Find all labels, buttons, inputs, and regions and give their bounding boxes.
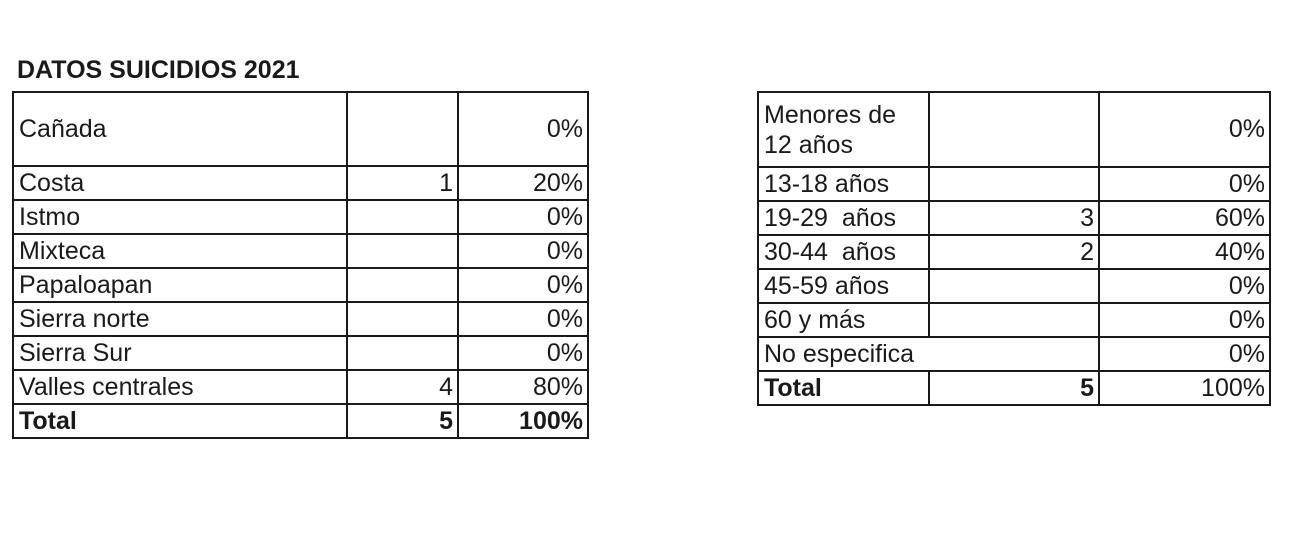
table-row	[758, 167, 1270, 201]
region-count	[347, 336, 458, 370]
region-count	[347, 268, 458, 302]
age-label: 30-44 años	[758, 235, 929, 269]
age-percent: 0%	[1099, 167, 1270, 201]
age-percent: 60%	[1099, 201, 1270, 235]
age-label: Menores de 12 años	[758, 92, 929, 167]
table-row	[13, 268, 588, 302]
region-label: Cañada	[13, 92, 347, 166]
age-percent: 0%	[1099, 92, 1270, 167]
table-row	[13, 200, 588, 234]
region-label: Mixteca	[13, 234, 347, 268]
total-label: Total	[758, 371, 929, 405]
total-row	[13, 404, 588, 438]
table-row	[758, 337, 1270, 371]
table-row	[758, 235, 1270, 269]
region-table	[12, 91, 589, 439]
region-percent: 0%	[458, 302, 588, 336]
region-label: Sierra Sur	[13, 336, 347, 370]
table-row	[13, 302, 588, 336]
age-label: 13-18 años	[758, 167, 929, 201]
age-label: 19-29 años	[758, 201, 929, 235]
total-percent: 100%	[458, 404, 588, 438]
table-row	[758, 201, 1270, 235]
table-row	[13, 92, 588, 166]
total-count: 5	[347, 404, 458, 438]
region-percent: 0%	[458, 200, 588, 234]
age-percent: 40%	[1099, 235, 1270, 269]
region-percent: 0%	[458, 234, 588, 268]
total-percent: 100%	[1099, 371, 1270, 405]
age-count	[929, 303, 1099, 337]
age-count	[929, 92, 1099, 167]
table-row	[13, 370, 588, 404]
region-count: 1	[347, 166, 458, 200]
region-percent: 20%	[458, 166, 588, 200]
region-percent: 0%	[458, 336, 588, 370]
total-label: Total	[13, 404, 347, 438]
age-label: 45-59 años	[758, 269, 929, 303]
region-count: 4	[347, 370, 458, 404]
table-row	[13, 336, 588, 370]
region-count	[347, 92, 458, 166]
page-title: DATOS SUICIDIOS 2021	[17, 56, 300, 84]
table-row	[758, 92, 1270, 167]
region-percent: 0%	[458, 268, 588, 302]
table-row	[13, 166, 588, 200]
age-label: No especifica	[758, 337, 929, 371]
age-group-table	[757, 91, 1271, 406]
age-count: 3	[929, 201, 1099, 235]
age-percent: 0%	[1099, 303, 1270, 337]
total-row	[758, 371, 1270, 405]
region-label: Valles centrales	[13, 370, 347, 404]
age-count	[929, 337, 1099, 371]
region-count	[347, 200, 458, 234]
region-label: Costa	[13, 166, 347, 200]
age-label: 60 y más	[758, 303, 929, 337]
region-count	[347, 234, 458, 268]
age-count	[929, 269, 1099, 303]
table-row	[758, 269, 1270, 303]
age-percent: 0%	[1099, 269, 1270, 303]
table-row	[758, 303, 1270, 337]
age-percent: 0%	[1099, 337, 1270, 371]
region-percent: 0%	[458, 92, 588, 166]
table-row	[13, 234, 588, 268]
total-count: 5	[929, 371, 1099, 405]
age-count	[929, 167, 1099, 201]
region-label: Papaloapan	[13, 268, 347, 302]
region-count	[347, 302, 458, 336]
region-percent: 80%	[458, 370, 588, 404]
age-count: 2	[929, 235, 1099, 269]
region-label: Sierra norte	[13, 302, 347, 336]
region-label: Istmo	[13, 200, 347, 234]
